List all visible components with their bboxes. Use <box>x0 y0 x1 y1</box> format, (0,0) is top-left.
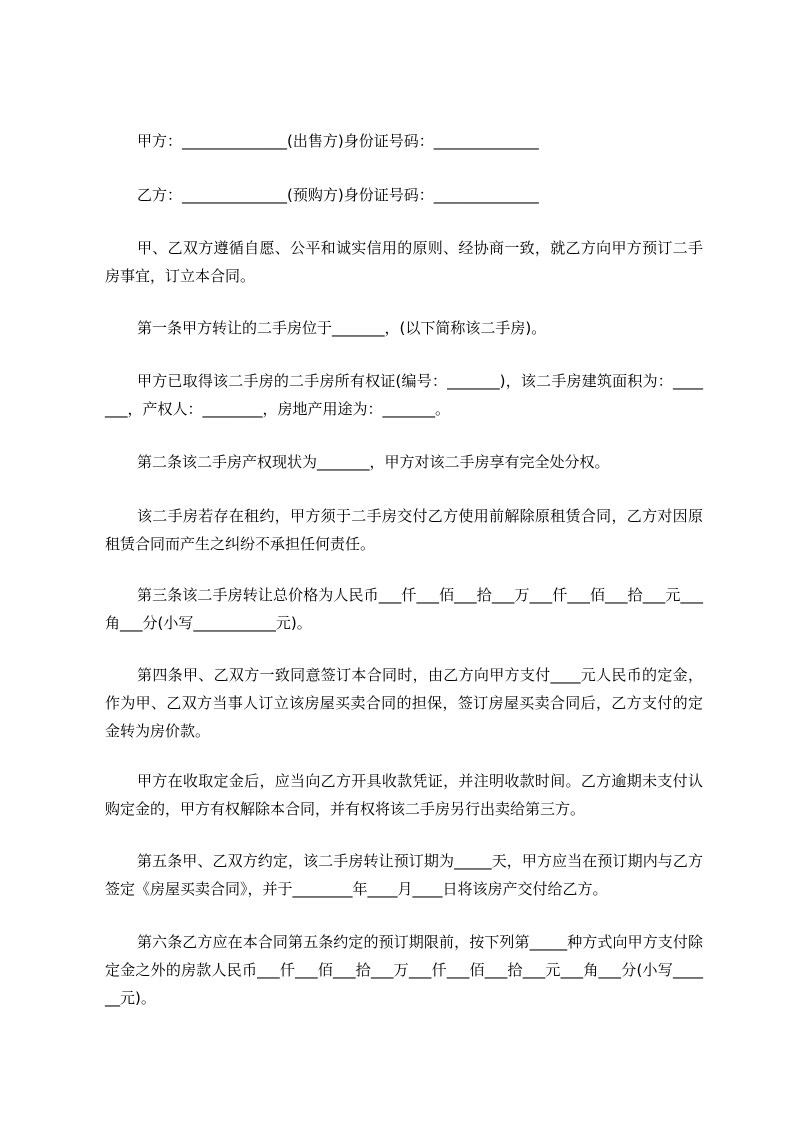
article-1-paragraph: 第一条甲方转让的二手房位于_______，(以下简称该二手房)。 <box>137 319 547 337</box>
article-4-paragraph: 第四条甲、乙双方一致同意签订本合同时，由乙方向甲方支付____元人民币的定金，作为甲、乙双方当事人订立该房屋买卖合同的担保，签订房屋买卖合同后，乙方支付的定金转为房价款。 <box>105 666 703 740</box>
article-3-paragraph: 第三条该二手房转让总价格为人民币___仟___佰___拾___万___仟___佰___拾___元___角___分(小写___________元)。 <box>105 586 703 632</box>
lease-paragraph: 该二手房若存在租约，甲方须于二手房交付乙方使用前解除原租赁合同，乙方对因原租赁合同而产生之纠纷不承担任何责任。 <box>105 507 703 553</box>
deposit-receipt-paragraph: 甲方在收取定金后，应当向乙方开具收款凭证，并注明收款时间。乙方逾期未支付认购定金的，甲方有权解除本合同，并有权将该二手房另行出卖给第三方。 <box>105 772 703 818</box>
article-2-paragraph: 第二条该二手房产权现状为_______，甲方对该二手房享有完全处分权。 <box>137 453 610 471</box>
article-5-paragraph: 第五条甲、乙双方约定，该二手房转让预订期为_____天，甲方应当在预订期内与乙方签定《房屋买卖合同》，并于________年____月____日将该房产交付给乙方。 <box>105 852 703 898</box>
party-a-line: 甲方：______________(出售方)身份证号码：______________ <box>137 132 539 150</box>
preamble-paragraph: 甲、乙双方遵循自愿、公平和诚实信用的原则、经协商一致，就乙方向甲方预订二手房事宜，订立本合同。 <box>105 239 703 285</box>
party-b-line: 乙方：______________(预购方)身份证号码：______________ <box>137 186 539 204</box>
article-6-paragraph: 第六条乙方应在本合同第五条约定的预订期限前，按下列第_____种方式向甲方支付除定金之外的房款人民币___仟___佰___拾___万___仟___佰___拾___元___角___分(小写______元)。 <box>105 933 703 1007</box>
ownership-certificate-paragraph: 甲方已取得该二手房的二手房所有权证(编号：_______)，该二手房建筑面积为：_______，产权人：________，房地产用途为：_______。 <box>105 372 703 418</box>
